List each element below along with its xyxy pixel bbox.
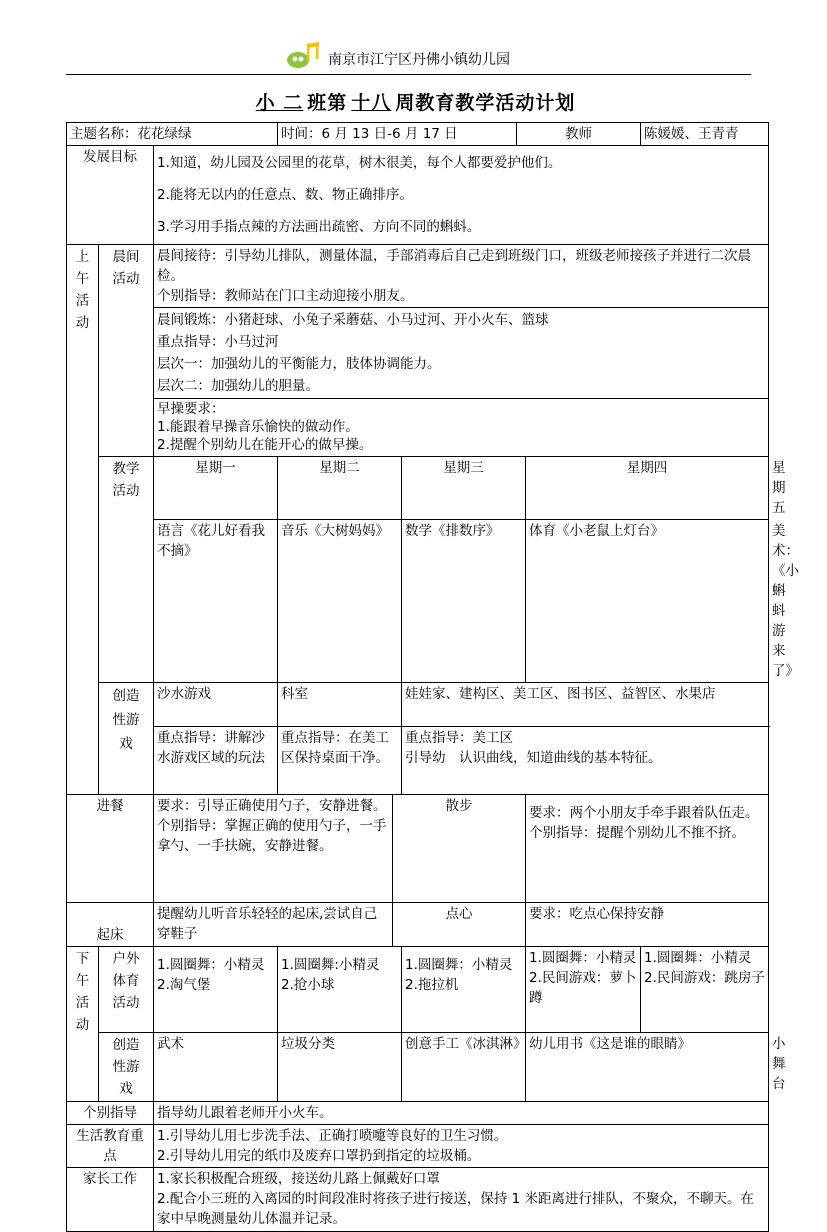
header-divider <box>66 74 751 75</box>
school-logo-icon <box>286 40 322 70</box>
life-education-row <box>67 1125 769 1168</box>
goal-item: 2.能将无以内的任意点、数、物正确排序。 <box>157 187 413 203</box>
morning-drill-row <box>67 399 769 457</box>
life-education-content: 1.引导幼儿用七步洗手法、正确打喷嚏等良好的卫生习惯。 2.引导幼儿用完的纸巾及废弃口罩扔到指定的垃圾桶。 <box>154 1125 769 1168</box>
afternoon-creative: 垃圾分类 <box>278 1033 402 1102</box>
outdoor-activity: 1.圆圈舞：小精灵 2.淘气堡 <box>154 947 278 1033</box>
school-name: 南京市江宁区丹佛小镇幼儿园 <box>328 52 510 68</box>
walk-label: 散步 <box>393 795 526 903</box>
goals-content <box>154 146 769 245</box>
parents-content: 1.家长积极配合班级，接送幼儿路上佩戴好口罩 2.配合小三班的入离园的时间段准时将孩子进行接送，保持 1 米距离进行排队，不聚众，不聊天。在家中早晚测量幼儿体温并记录。 <box>154 1168 769 1232</box>
creative-game-label: 创造性游戏 <box>99 683 154 795</box>
afternoon-creative: 幼儿用书《这是谁的眼睛》 <box>526 1033 769 1102</box>
morning-reception: 晨间接待：引导幼儿排队，测量体温，手部消毒后自己走到班级门口，班级老师接孩子并进行二次晨检。 个别指导：教师站在门口主动迎接小朋友。 <box>154 245 769 308</box>
creative-guidance: 重点指导：讲解沙水游戏区域的玩法 <box>154 727 278 795</box>
outdoor-row <box>67 947 769 1033</box>
parents-label: 家长工作 <box>67 1168 154 1232</box>
afternoon-creative: 武术 <box>154 1033 278 1102</box>
creative-area: 娃娃家、建构区、美工区、图书区、益智区、水果店 <box>402 683 769 727</box>
weekday-monday: 星期一 <box>154 457 278 520</box>
weekday-thursday: 星期四 <box>526 457 769 520</box>
creative-area: 科室 <box>278 683 402 727</box>
teaching-activity-row: 语言《花儿好看我不摘》 音乐《大树妈妈》 数学《排数序》 体育《小老鼠上灯台》 美术：《小蝌蚪游来了》 <box>67 520 769 683</box>
teaching-activity: 语言《花儿好看我不摘》 <box>154 520 278 683</box>
goals-row <box>67 146 769 245</box>
teaching-activity: 体育《小老鼠上灯台》 <box>526 520 769 683</box>
teacher-names: 陈媛媛、王青青 <box>641 123 769 146</box>
activity-plan-table <box>66 122 800 1232</box>
wakeup-content: 提醒幼儿听音乐轻轻的起床,尝试自己穿鞋子 <box>154 903 393 947</box>
teaching-activity: 数学《排数序》 <box>402 520 526 683</box>
week-number: 十八 <box>351 92 392 114</box>
walk-content: 要求：两个小朋友手牵手跟着队伍走。 个别指导：提醒个别幼儿不推不挤。 <box>526 795 769 903</box>
individual-content: 指导幼儿跟着老师开小火车。 <box>154 1102 769 1125</box>
creative-area: 沙水游戏 <box>154 683 278 727</box>
outdoor-activity: 1.圆圈舞:小精灵 2.抢小球 <box>278 947 402 1033</box>
individual-row <box>67 1102 769 1125</box>
morning-section-label: 上午活动 <box>67 245 99 795</box>
goal-item: 1.知道，幼儿园及公园里的花草，树木很美，每个人都要爱护他们。 <box>157 155 562 171</box>
info-row <box>67 123 769 146</box>
wakeup-row <box>67 903 769 947</box>
goals-label: 发展目标 <box>67 146 154 245</box>
creative-area-row <box>67 683 769 727</box>
wakeup-label: 起床 <box>67 903 154 947</box>
life-education-label: 生活教育重 点 <box>67 1125 154 1168</box>
teaching-activity: 音乐《大树妈妈》 <box>278 520 402 683</box>
meal-row <box>67 795 769 903</box>
weekday-tuesday: 星期二 <box>278 457 402 520</box>
morning-activity-label: 晨间活动 <box>99 245 154 457</box>
weekday-wednesday: 星期三 <box>402 457 526 520</box>
snack-content: 要求：吃点心保持安静 <box>526 903 769 947</box>
meal-content: 要求：引导正确使用勺子，安静进餐。 个别指导：掌握正确的使用勺子，一手拿勺、一手扶碗，安静进餐。 <box>154 795 393 903</box>
morning-exercise-row <box>67 308 769 399</box>
morning-reception-row <box>67 245 769 308</box>
outdoor-label: 户外体育活动 <box>99 947 154 1033</box>
theme-name: 主题名称：花花绿绿 <box>67 123 278 146</box>
page-title <box>0 88 827 115</box>
outdoor-activity: 1.圆圈舞：小精灵 2.民间游戏：跳房子 <box>641 947 769 1033</box>
class-suffix: 班第 <box>307 92 348 114</box>
individual-label: 个别指导 <box>67 1102 154 1125</box>
snack-label: 点心 <box>393 903 526 947</box>
creative-guidance: 重点指导：美工区 引导幼 认识曲线，知道曲线的基本特征。 <box>402 727 769 795</box>
afternoon-section-label: 下午活动 <box>67 947 99 1102</box>
parents-row <box>67 1168 769 1232</box>
teaching-label: 教学活动 <box>99 457 154 683</box>
creative-guidance: 重点指导：在美工区保持桌面干净。 <box>278 727 402 795</box>
teacher-label: 教师 <box>517 123 641 146</box>
goal-item: 3.学习用手指点辣的方法画出疏密、方向不同的蝌蚪。 <box>157 219 481 235</box>
morning-drill: 早操要求： 1.能跟着早操音乐愉快的做动作。 2.提醒个别幼儿在能开心的做早操。 <box>154 399 769 457</box>
date-range: 时间：6 月 13 日-6 月 17 日 <box>278 123 517 146</box>
page-header <box>66 36 751 76</box>
outdoor-activity: 1.圆圈舞：小精灵 2.民间游戏：萝卜蹲 <box>526 947 641 1033</box>
creative-guidance-row <box>67 727 769 795</box>
outdoor-activity: 1.圆圈舞：小精灵 2.拖拉机 <box>402 947 526 1033</box>
weekday-header-row: 教学活动 星期一 星期二 星期三 星期四 星期五 <box>67 457 769 520</box>
afternoon-creative-row: 创造性游戏 武术 垃圾分类 创意手工《冰淇淋》 幼儿用书《这是谁的眼睛》 小舞台 <box>67 1033 769 1102</box>
afternoon-creative-label: 创造性游戏 <box>99 1033 154 1102</box>
class-name: 小 二 <box>255 92 304 114</box>
meal-label: 进餐 <box>67 795 154 903</box>
morning-exercise: 晨间锻炼：小猪赶球、小兔子采蘑菇、小马过河、开小火车、篮球 重点指导：小马过河 层次一：加强幼儿的平衡能力，肢体协调能力。 层次二：加强幼儿的胆量。 <box>154 308 769 399</box>
afternoon-creative: 创意手工《冰淇淋》 <box>402 1033 526 1102</box>
title-suffix: 周教育教学活动计划 <box>395 92 576 114</box>
